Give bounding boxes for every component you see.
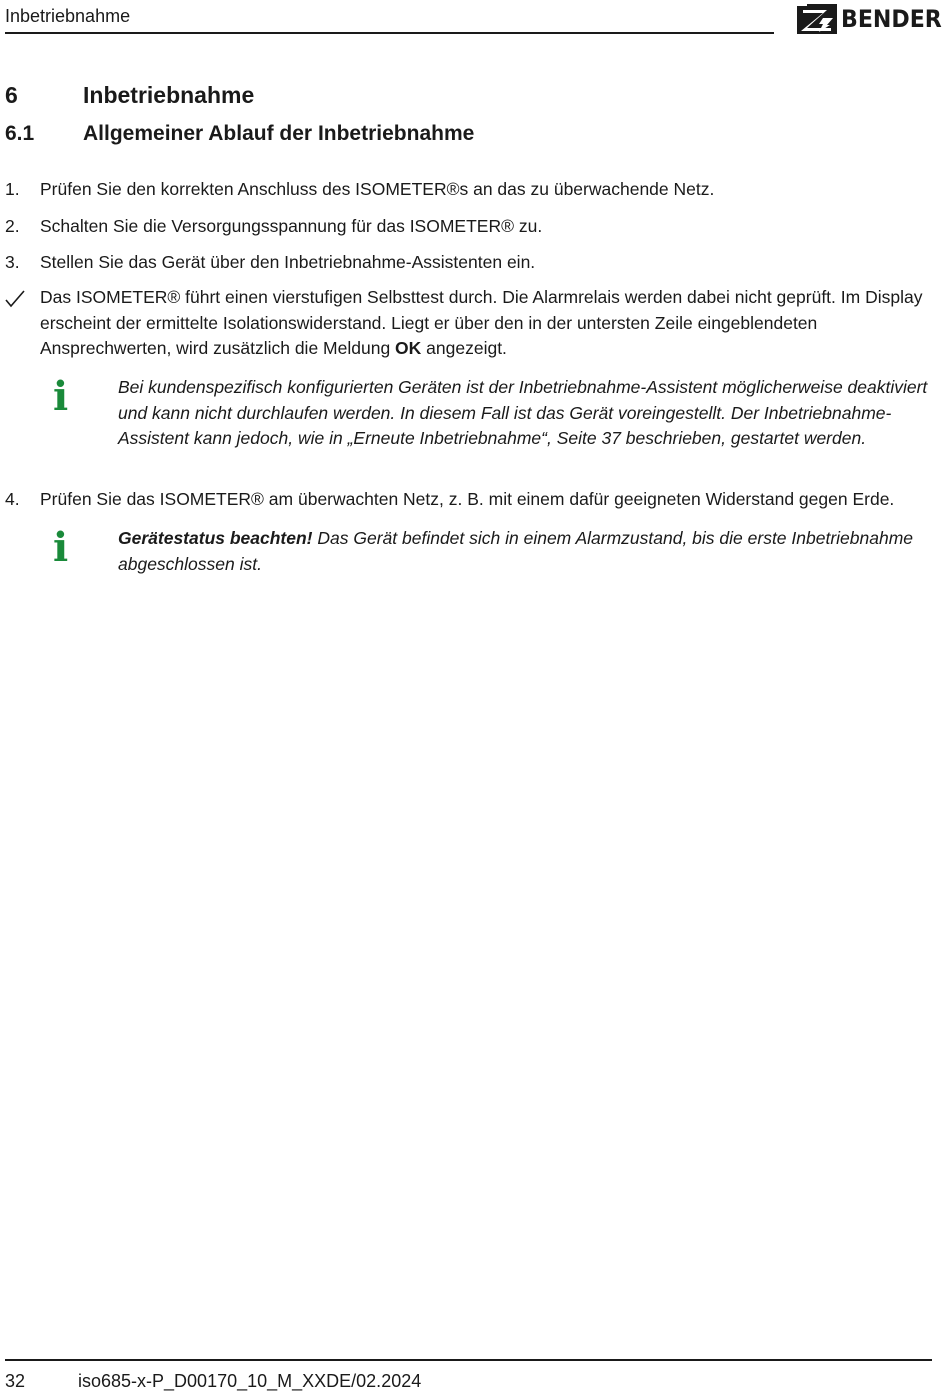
info-note-emphasis: Gerätestatus beachten! (118, 528, 313, 548)
step-text: Stellen Sie das Gerät über den Inbetriebnahme-Assistenten ein. (40, 252, 536, 272)
chapter-number: 6 (5, 82, 18, 108)
section-number: 6.1 (5, 122, 35, 145)
info-note-text (118, 526, 935, 577)
step-number: 4. (5, 489, 20, 509)
checkmark-icon (5, 290, 25, 308)
chapter-title: Inbetriebnahme (83, 82, 255, 108)
result-text (40, 285, 935, 362)
section-title: Allgemeiner Ablauf der Inbetriebnahme (83, 122, 475, 145)
list-item (5, 250, 935, 276)
list-item (5, 487, 935, 513)
header-rule (5, 32, 774, 34)
bender-logo-icon (797, 4, 837, 34)
info-icon: i (53, 373, 69, 420)
info-icon: i (53, 524, 69, 571)
bender-logo (797, 3, 950, 35)
result-item (5, 285, 935, 362)
footer-rule (5, 1359, 932, 1361)
result-text-end: angezeigt. (421, 338, 507, 358)
step-text: Prüfen Sie das ISOMETER® am überwachten Netz, z. B. mit einem dafür geeigneten Widerstand gegen Erde. (40, 489, 895, 509)
step-number: 3. (5, 252, 20, 272)
result-text-main: Das ISOMETER® führt einen vierstufigen Selbsttest durch. Die Alarmrelais werden dabei nicht geprüft. Im Display erscheint der ermittelte Isolationswiderstand. Liegt er über den in der untersten Zeile eingeblendeten Ansprechwerten, wird zusätzlich die Meldung (40, 287, 923, 358)
list-item (5, 177, 935, 203)
logo-wordmark: BENDER (841, 5, 942, 33)
info-note (5, 375, 935, 452)
page-number: 32 (5, 1371, 26, 1391)
info-note-body: Das Gerät befindet sich in einem Alarmzustand, bis die erste Inbetriebnahme abgeschlossen ist. (118, 528, 914, 574)
running-header-title: Inbetriebnahme (5, 6, 131, 26)
step-number: 2. (5, 216, 20, 236)
step-text: Prüfen Sie den korrekten Anschluss des ISOMETER®s an das zu überwachende Netz. (40, 179, 715, 199)
document-id: iso685-x-P_D00170_10_M_XXDE/02.2024 (78, 1371, 422, 1391)
info-note (5, 526, 935, 577)
list-item (5, 214, 935, 240)
step-text: Schalten Sie die Versorgungsspannung für das ISOMETER® zu. (40, 216, 543, 236)
ok-message: OK (395, 338, 422, 358)
info-note-text: Bei kundenspezifisch konfigurierten Geräten ist der Inbetriebnahme-Assistent möglicherweise deaktiviert und kann nicht durchlaufen werden. In diesem Fall ist das Gerät voreingestellt. Der Inbetriebnahme-Assistent kann jedoch, wie in „Erneute Inbetriebnahme“, Seite 37 beschrieben, gestartet werden. (118, 377, 928, 448)
step-number: 1. (5, 179, 20, 199)
